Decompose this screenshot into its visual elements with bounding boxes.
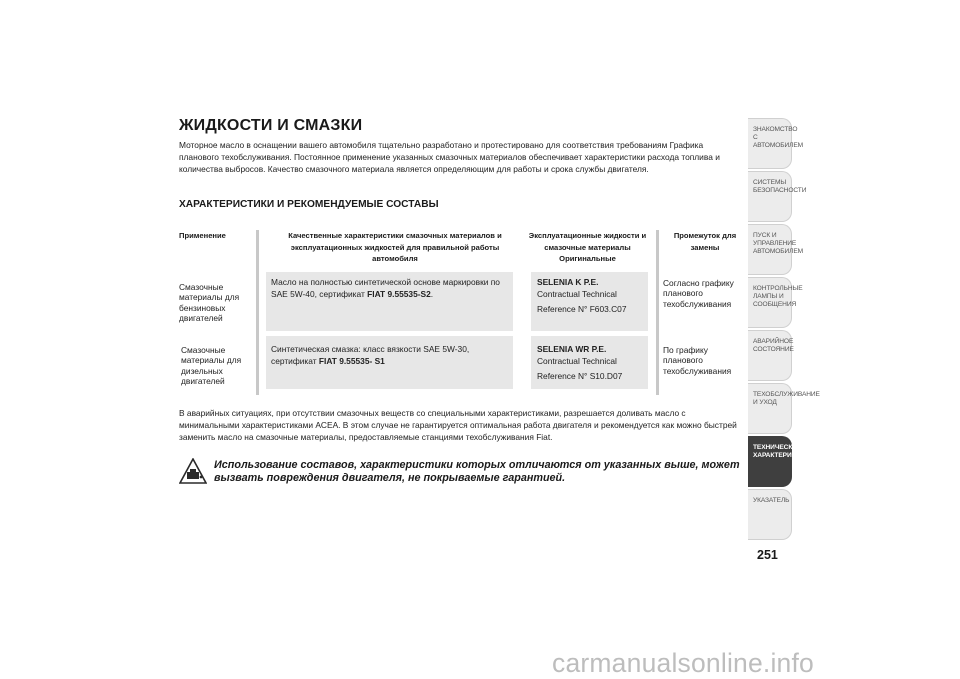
tab-index[interactable]: УКАЗАТЕЛЬ [748,489,792,540]
column-header-quality: Качественные характеристики смазочных материалов и эксплуатационных жидкостей для правильной работы автомобиля [288,231,502,263]
column-header-application: Применение [179,231,226,240]
tab-introduction[interactable]: ЗНАКОМСТВО С АВТОМОБИЛЕМ [748,118,792,169]
section-subtitle: ХАРАКТЕРИСТИКИ И РЕКОМЕНДУЕМЫЕ СОСТАВЫ [179,199,439,210]
intro-paragraph: Моторное масло в оснащении вашего автомобиля тщательно разработано и протестировано для соответствия требованиям Графика планового техобслуживания. Постоянное применение указанных смазочных материалов обеспечивает характеристики расхода топлива и количества выбросов. Качество смазочного материала является определяющим для работы и срока службы двигателя. [179,140,720,175]
warning-note: Использование составов, характеристики которых отличаются от указанных выше, может вызвать повреждения двигателя, не покрываемые гарантией. [214,459,740,484]
tab-maintenance[interactable]: ТЕХОБСЛУЖИВАНИЕ И УХОД [748,383,792,434]
interval-cell: По графику планового техобслуживания [663,345,732,376]
tab-emergency[interactable]: АВАРИЙНОЕ СОСТОЯНИЕ [748,330,792,381]
tab-safety[interactable]: СИСТЕМЫ БЕЗОПАСНОСТИ [748,171,792,222]
original-product: SELENIA K P.E. Contractual Technical Reference N° F603.C07 [537,277,627,314]
product-name: SELENIA WR P.E. [537,344,607,354]
quality-text: Масло на полностью синтетической основе маркировки по SAE 5W-40, сертификат FIAT 9.55535-S2. [271,277,500,299]
watermark: carmanualsonline.info [552,648,814,678]
emergency-paragraph: В аварийных ситуациях, при отсутствии смазочных веществ со специальными характеристиками, разрешается доливать масло с минимальными характеристиками ACEA. В этом случае не гарантируется оптимальная работа двигателя и рекомендуется как можно быстрей заменить масло на смазочные материалы, предоставляемые станциями техобслуживания Fiat. [179,408,737,443]
column-header-original: Эксплуатационные жидкости и смазочные материалы Оригинальные [528,231,647,263]
tab-starting-driving[interactable]: ПУСК И УПРАВЛЕНИЕ АВТОМОБИЛЕМ [748,224,792,275]
column-divider [256,230,259,395]
tab-technical-specifications[interactable]: ТЕХНИЧЕСКИЕ ХАРАКТЕРИСТИКИ [748,436,792,487]
quality-text: Синтетическая смазка: класс вязкости SAE 5W-30, сертификат FIAT 9.55535- S1 [271,344,470,366]
application-cell: Смазочные материалы для дизельных двигателей [181,345,242,387]
interval-cell: Согласно графику планового техобслуживания [663,278,734,309]
product-name: SELENIA K P.E. [537,277,599,287]
engine-oil-warning-icon [179,458,207,484]
application-cell: Смазочные материалы для бензиновых двигателей [179,282,240,324]
original-product: SELENIA WR P.E. Contractual Technical Reference N° S10.D07 [537,344,623,381]
tab-warning-lights[interactable]: КОНТРОЛЬНЫЕ ЛАМПЫ И СООБЩЕНИЯ [748,277,792,328]
column-header-interval: Промежуток для замены [673,231,737,252]
column-divider [656,230,659,395]
page-number: 251 [757,548,778,562]
page-title: ЖИДКОСТИ И СМАЗКИ [179,117,363,134]
